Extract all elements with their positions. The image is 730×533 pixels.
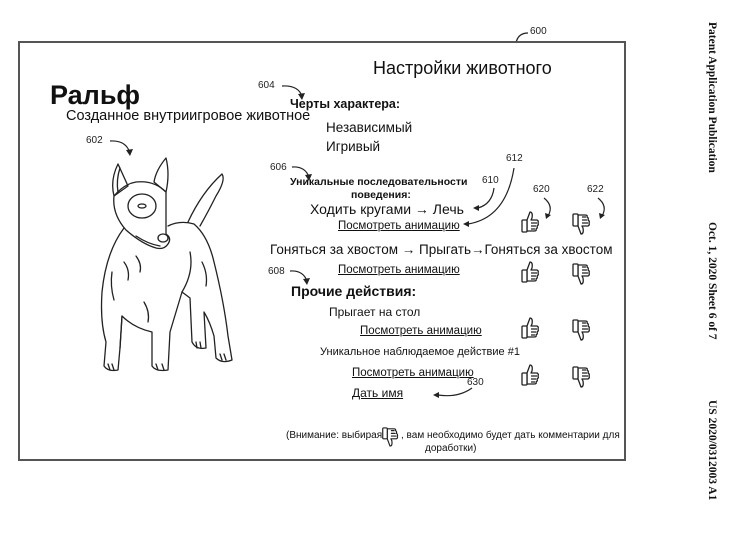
sequence-text: Гоняться за хвостом → Прыгать→Гоняться за хвостом [270,242,613,257]
ref-610: 610 [482,175,499,186]
ref-600: 600 [530,26,547,37]
ref-620: 620 [533,184,550,195]
give-name-link[interactable]: Дать имя [352,386,404,400]
ref-622: 622 [587,184,604,195]
sequences-heading: Уникальные последовательности [290,176,468,188]
view-animation-link[interactable]: Посмотреть анимацию [338,264,460,276]
patent-publication-label: Patent Application Publication [706,22,718,173]
view-animation-link[interactable]: Посмотреть анимацию [338,220,460,232]
ref-602: 602 [86,135,103,146]
dog-illustration [84,152,234,377]
view-animation-link[interactable]: Посмотреть анимацию [352,367,474,379]
view-animation-link[interactable]: Посмотреть анимацию [360,325,482,337]
ref-622-leader [594,196,612,222]
notice-text-end: доработки) [425,443,477,454]
thumbs-down-icon[interactable] [570,212,592,236]
thumbs-down-icon[interactable] [570,262,592,286]
notice-text-cont: , вам необходимо будет дать комментарии для [401,430,620,441]
pet-name: Ральф [50,80,141,110]
trait-item: Независимый [326,120,413,135]
ref-620-leader [540,196,558,222]
ref-630: 630 [467,377,484,388]
thumbs-up-icon[interactable] [519,316,541,340]
action-text: Прыгает на стол [329,305,421,319]
action-text: Уникальное наблюдаемое действие #1 [320,346,520,358]
ref-604: 604 [258,80,275,91]
ref-606: 606 [270,162,287,173]
thumbs-up-icon[interactable] [519,260,541,284]
thumbs-up-icon[interactable] [519,363,541,387]
thumbs-up-icon[interactable] [519,210,541,234]
thumbs-down-icon[interactable] [570,318,592,342]
ref-608: 608 [268,266,285,277]
pet-subtitle: Созданное внутриигровое животное [66,108,311,124]
ref-630-leader [430,386,476,402]
patent-number: US 2020/0312003 A1 [706,400,718,501]
thumbs-down-icon [380,426,400,448]
traits-heading: Черты характера: [290,97,401,111]
patent-date-sheet: Oct. 1, 2020 Sheet 6 of 7 [706,222,718,340]
thumbs-down-icon[interactable] [570,365,592,389]
page-title: Настройки животного [373,58,552,78]
notice-text: (Внимание: выбирая [286,430,383,441]
other-actions-heading: Прочие действия: [291,283,417,299]
trait-item: Игривый [326,139,381,154]
ref-612-leader [460,166,520,232]
sequence-text: Ходить кругами → Лечь [310,201,464,217]
ref-612: 612 [506,153,523,164]
sequences-heading-cont: поведения: [351,189,411,201]
